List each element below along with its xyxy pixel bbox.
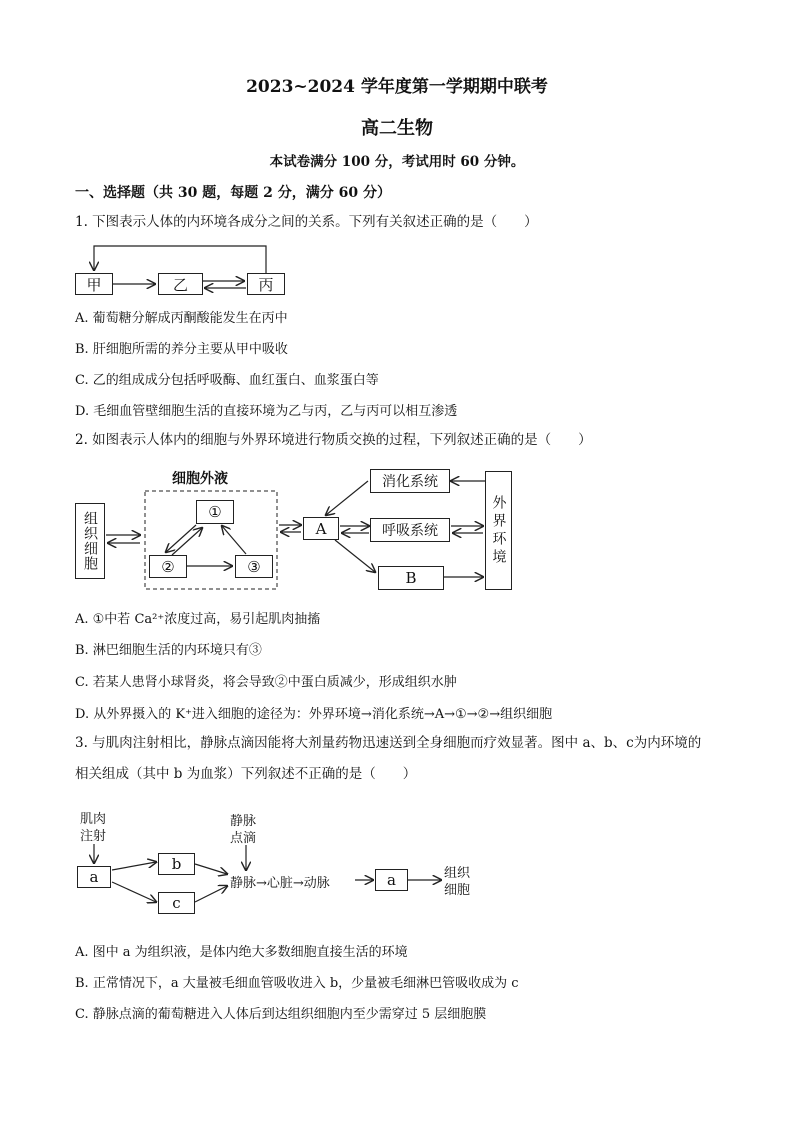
q2-stem: 2. 如图表示人体内的细胞与外界环境进行物质交换的过程，下列叙述正确的是（ ） [75, 432, 592, 448]
section-heading: 一、选择题（共 30 题，每题 2 分，满分 60 分） [75, 185, 391, 201]
q2-box-tissue: 组织细胞 [75, 503, 105, 579]
q2-option-c: C. 若某人患肾小球肾炎，将会导致②中蛋白质减少，形成组织水肿 [75, 675, 457, 690]
q1-box-bing: 丙 [247, 273, 285, 295]
exam-title: 2023~2024 学年度第一学期期中联考 [246, 77, 548, 97]
q2-box-2: ② [149, 555, 187, 578]
q3-option-b: B. 正常情况下，a 大量被毛细血管吸收进入 b，少量被毛细淋巴管吸收成为 c [75, 976, 519, 991]
q3-box-a: a [77, 866, 111, 888]
q2-box-3: ③ [235, 555, 273, 578]
q3-cell-label-1: 组织 [444, 866, 471, 881]
q3-box-b: b [158, 853, 195, 875]
exam-subject: 高二生物 [361, 118, 433, 139]
q1-box-yi: 乙 [158, 273, 203, 295]
q1-option-a: A. 葡萄糖分解成丙酮酸能发生在丙中 [75, 311, 288, 326]
q2-option-a: A. ①中若 Ca²⁺浓度过高，易引起肌肉抽搐 [75, 612, 321, 627]
q3-option-a: A. 图中 a 为组织液，是体内绝大多数细胞直接生活的环境 [75, 945, 408, 960]
q1-box-jia: 甲 [75, 273, 113, 295]
q1-option-b: B. 肝细胞所需的养分主要从甲中吸收 [75, 342, 288, 357]
exam-notice: 本试卷满分 100 分，考试用时 60 分钟。 [269, 154, 525, 170]
q2-box-digest: 消化系统 [370, 469, 450, 493]
q3-cell-label-2: 细胞 [444, 883, 471, 898]
q2-box-b: B [378, 566, 444, 590]
q3-flow-text: 静脉→心脏→动脉 [230, 876, 330, 891]
q3-option-c: C. 静脉点滴的葡萄糖进入人体后到达组织细胞内至少需穿过 5 层细胞膜 [75, 1007, 487, 1022]
q3-stem-line2: 相关组成（其中 b 为血浆）下列叙述不正确的是（ ） [75, 766, 417, 782]
q3-box-c: c [158, 892, 195, 914]
q2-option-d: D. 从外界摄入的 K⁺进入细胞的途径为：外界环境→消化系统→A→①→②→组织细胞 [75, 707, 553, 722]
q2-box-a: A [303, 517, 339, 540]
q3-drip-label-1: 静脉 [230, 814, 257, 829]
q3-stem-line1: 3. 与肌肉注射相比，静脉点滴因能将大剂量药物迅速送到全身细胞而疗效显著。图中 a、b、c为内环境的 [75, 735, 702, 751]
q3-inject-label-2: 注射 [80, 829, 107, 844]
q2-box-breath: 呼吸系统 [370, 518, 450, 542]
q2-extracellular-label: 细胞外液 [172, 471, 228, 487]
q3-inject-label-1: 肌肉 [80, 812, 107, 827]
q2-option-b: B. 淋巴细胞生活的内环境只有③ [75, 643, 262, 658]
q1-option-c: C. 乙的组成成分包括呼吸酶、血红蛋白、血浆蛋白等 [75, 373, 379, 388]
q2-box-1: ① [196, 500, 234, 524]
q3-drip-label-2: 点滴 [230, 831, 257, 846]
q1-stem: 1. 下图表示人体的内环境各成分之间的关系。下列有关叙述正确的是（ ） [75, 214, 538, 230]
q2-box-outside: 外界环境 [485, 471, 512, 590]
q3-box-a2: a [375, 869, 408, 891]
q1-option-d: D. 毛细血管壁细胞生活的直接环境为乙与丙，乙与丙可以相互渗透 [75, 404, 458, 419]
